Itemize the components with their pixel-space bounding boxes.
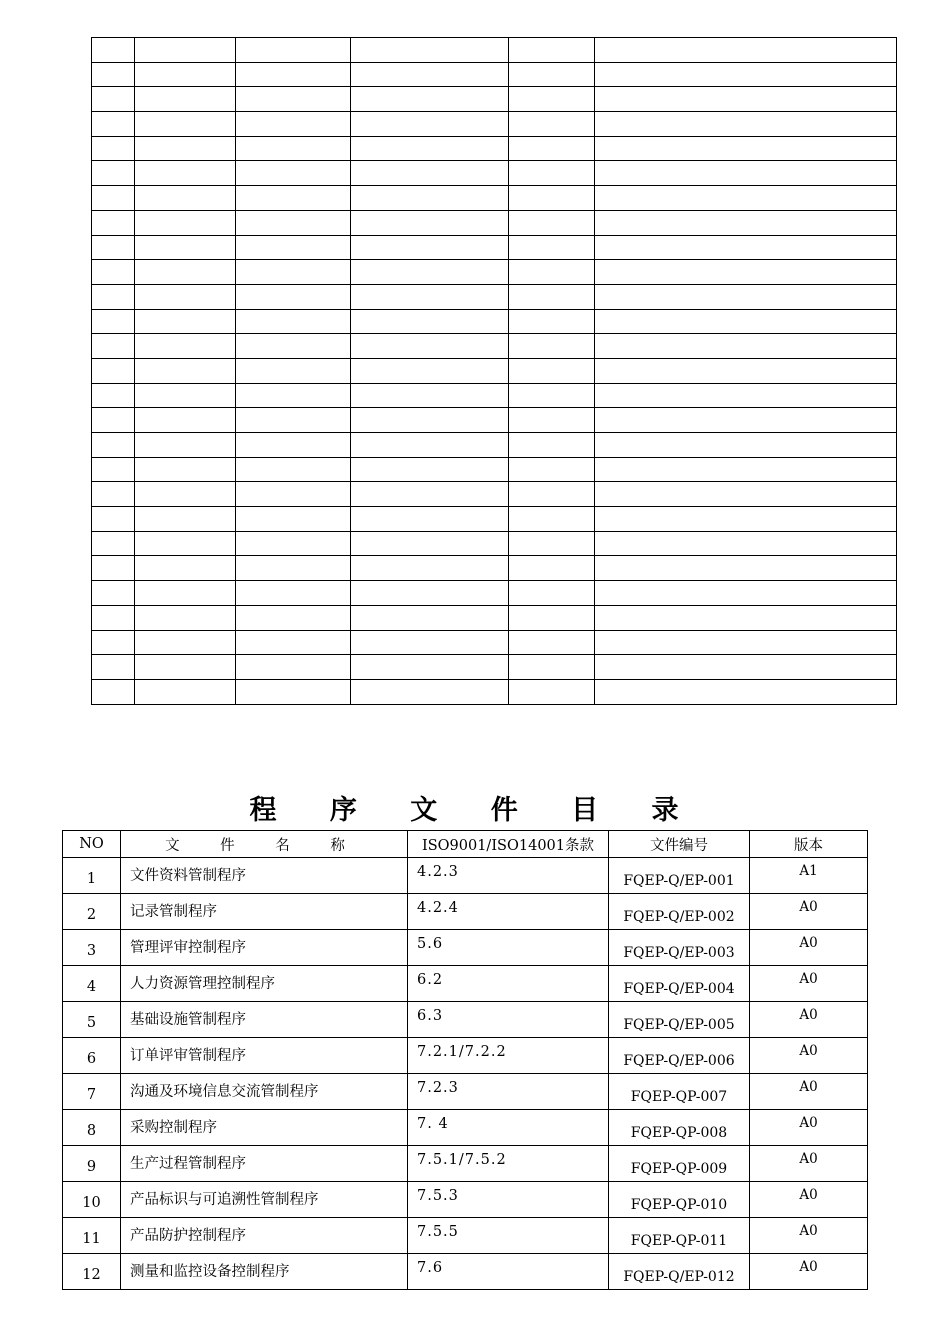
document-code: FQEP-Q/EP-003 — [609, 930, 750, 966]
table-row — [63, 930, 868, 966]
blank-grid-cell — [236, 531, 351, 556]
document-version: A0 — [750, 1074, 868, 1110]
blank-grid-cell — [595, 235, 897, 260]
table-row — [63, 1110, 868, 1146]
blank-grid-cell — [351, 358, 509, 383]
blank-grid-cell — [509, 556, 595, 581]
blank-grid-row — [92, 284, 897, 309]
document-version: A0 — [750, 966, 868, 1002]
blank-grid-cell — [236, 605, 351, 630]
blank-grid-cell — [351, 457, 509, 482]
blank-grid-row — [92, 161, 897, 186]
document-code: FQEP-QP-007 — [609, 1074, 750, 1110]
blank-grid-cell — [92, 507, 135, 532]
blank-grid-cell — [92, 161, 135, 186]
document-name: 人力资源管理控制程序 — [121, 966, 408, 1002]
blank-grid-cell — [135, 62, 236, 87]
blank-grid-cell — [135, 161, 236, 186]
row-number: 3 — [63, 930, 121, 966]
document-code: FQEP-QP-009 — [609, 1146, 750, 1182]
blank-grid-cell — [595, 408, 897, 433]
blank-grid-cell — [595, 556, 897, 581]
blank-grid-cell — [92, 358, 135, 383]
blank-grid-cell — [236, 284, 351, 309]
blank-grid-cell — [135, 556, 236, 581]
blank-grid-cell — [509, 507, 595, 532]
blank-grid-cell — [509, 38, 595, 63]
blank-grid-cell — [135, 38, 236, 63]
document-version: A1 — [750, 858, 868, 894]
clause-ref: 7.6 — [408, 1254, 609, 1290]
document-version: A0 — [750, 1254, 868, 1290]
blank-grid-cell — [92, 334, 135, 359]
blank-grid-cell — [92, 581, 135, 606]
document-name: 生产过程管制程序 — [121, 1146, 408, 1182]
directory-body — [63, 858, 868, 1290]
blank-grid-cell — [92, 186, 135, 211]
header-version: 版本 — [750, 831, 868, 858]
clause-ref: 7.2.3 — [408, 1074, 609, 1110]
document-code: FQEP-Q/EP-012 — [609, 1254, 750, 1290]
blank-grid-cell — [351, 383, 509, 408]
blank-grid-cell — [135, 260, 236, 285]
table-row — [63, 1074, 868, 1110]
table-row — [63, 1146, 868, 1182]
blank-grid-cell — [351, 531, 509, 556]
blank-grid-cell — [92, 38, 135, 63]
blank-grid-cell — [509, 161, 595, 186]
blank-grid-cell — [595, 309, 897, 334]
blank-grid-cell — [92, 679, 135, 704]
table-header-row — [63, 831, 868, 858]
blank-grid-row — [92, 531, 897, 556]
blank-grid-cell — [135, 531, 236, 556]
blank-grid-cell — [509, 679, 595, 704]
blank-grid-cell — [595, 334, 897, 359]
row-number: 11 — [63, 1218, 121, 1254]
blank-grid-cell — [92, 457, 135, 482]
row-number: 9 — [63, 1146, 121, 1182]
document-version: A0 — [750, 1146, 868, 1182]
blank-grid-cell — [595, 112, 897, 137]
blank-grid-cell — [351, 62, 509, 87]
blank-grid-cell — [351, 186, 509, 211]
blank-grid-cell — [351, 556, 509, 581]
document-code: FQEP-Q/EP-001 — [609, 858, 750, 894]
blank-grid-cell — [595, 62, 897, 87]
blank-grid-cell — [135, 186, 236, 211]
blank-grid-row — [92, 260, 897, 285]
blank-grid-cell — [92, 556, 135, 581]
document-version: A0 — [750, 1038, 868, 1074]
clause-ref: 7.5.3 — [408, 1182, 609, 1218]
row-number: 10 — [63, 1182, 121, 1218]
clause-ref: 7.5.5 — [408, 1218, 609, 1254]
blank-grid-cell — [236, 112, 351, 137]
blank-grid-cell — [236, 630, 351, 655]
blank-grid-cell — [92, 309, 135, 334]
blank-grid-cell — [595, 136, 897, 161]
blank-grid-row — [92, 87, 897, 112]
document-name: 产品防护控制程序 — [121, 1218, 408, 1254]
blank-grid-cell — [135, 235, 236, 260]
blank-grid-row — [92, 334, 897, 359]
document-version: A0 — [750, 1002, 868, 1038]
blank-grid-cell — [351, 679, 509, 704]
document-name: 记录管制程序 — [121, 894, 408, 930]
blank-grid-cell — [595, 186, 897, 211]
blank-grid-cell — [509, 136, 595, 161]
blank-grid-cell — [135, 358, 236, 383]
blank-grid-cell — [135, 284, 236, 309]
clause-ref: 7.2.1/7.2.2 — [408, 1038, 609, 1074]
blank-grid-cell — [509, 87, 595, 112]
header-no: NO — [63, 831, 121, 858]
document-name: 采购控制程序 — [121, 1110, 408, 1146]
clause-ref: 6.3 — [408, 1002, 609, 1038]
blank-grid-cell — [236, 186, 351, 211]
blank-grid-cell — [92, 433, 135, 458]
blank-grid-row — [92, 62, 897, 87]
document-name: 测量和监控设备控制程序 — [121, 1254, 408, 1290]
table-row — [63, 1002, 868, 1038]
blank-grid-cell — [351, 235, 509, 260]
blank-grid-cell — [135, 679, 236, 704]
blank-grid-cell — [595, 161, 897, 186]
row-number: 7 — [63, 1074, 121, 1110]
clause-ref: 5.6 — [408, 930, 609, 966]
row-number: 1 — [63, 858, 121, 894]
blank-grid-cell — [92, 62, 135, 87]
blank-grid-cell — [351, 260, 509, 285]
blank-grid-cell — [351, 161, 509, 186]
page-title: 程 序 文 件 目 录 — [249, 795, 701, 826]
blank-grid-cell — [509, 605, 595, 630]
blank-grid-cell — [595, 433, 897, 458]
blank-grid-cell — [236, 87, 351, 112]
blank-grid-row — [92, 581, 897, 606]
table-row — [63, 858, 868, 894]
blank-grid-cell — [135, 383, 236, 408]
blank-grid-cell — [595, 38, 897, 63]
blank-grid-row — [92, 507, 897, 532]
blank-grid-cell — [236, 210, 351, 235]
blank-grid-cell — [351, 136, 509, 161]
blank-grid-cell — [92, 112, 135, 137]
blank-grid-cell — [135, 482, 236, 507]
clause-ref: 7.5.1/7.5.2 — [408, 1146, 609, 1182]
document-version: A0 — [750, 930, 868, 966]
blank-grid-cell — [595, 284, 897, 309]
header-name — [121, 831, 408, 858]
header-name-label: 文 件 名 称 — [165, 837, 363, 854]
table-row — [63, 1218, 868, 1254]
blank-grid-table — [91, 37, 897, 705]
blank-grid-cell — [135, 655, 236, 680]
document-name: 文件资料管制程序 — [121, 858, 408, 894]
blank-grid-row — [92, 655, 897, 680]
blank-grid-cell — [509, 408, 595, 433]
document-name: 基础设施管制程序 — [121, 1002, 408, 1038]
blank-grid-cell — [595, 358, 897, 383]
blank-grid-cell — [92, 482, 135, 507]
blank-grid-cell — [351, 112, 509, 137]
blank-grid-cell — [509, 260, 595, 285]
blank-grid-row — [92, 309, 897, 334]
row-number: 12 — [63, 1254, 121, 1290]
blank-grid-cell — [135, 507, 236, 532]
blank-grid-cell — [509, 112, 595, 137]
procedure-directory-table — [62, 830, 868, 1290]
blank-grid-cell — [236, 161, 351, 186]
blank-grid-row — [92, 383, 897, 408]
blank-grid-cell — [92, 605, 135, 630]
blank-grid-row — [92, 408, 897, 433]
blank-grid-cell — [92, 284, 135, 309]
blank-grid-row — [92, 457, 897, 482]
blank-grid-cell — [92, 630, 135, 655]
blank-grid-cell — [351, 210, 509, 235]
blank-grid-cell — [135, 581, 236, 606]
blank-grid-cell — [236, 679, 351, 704]
blank-grid-cell — [92, 531, 135, 556]
blank-grid-cell — [595, 457, 897, 482]
blank-grid-row — [92, 679, 897, 704]
row-number: 6 — [63, 1038, 121, 1074]
blank-grid-cell — [135, 408, 236, 433]
blank-grid-cell — [236, 358, 351, 383]
blank-grid-cell — [351, 38, 509, 63]
blank-grid-cell — [236, 383, 351, 408]
blank-grid-row — [92, 112, 897, 137]
document-code: FQEP-QP-011 — [609, 1218, 750, 1254]
blank-grid-cell — [236, 309, 351, 334]
blank-grid-cell — [509, 186, 595, 211]
blank-grid-row — [92, 186, 897, 211]
row-number: 4 — [63, 966, 121, 1002]
blank-grid-cell — [135, 210, 236, 235]
blank-grid-cell — [351, 408, 509, 433]
blank-grid-cell — [351, 482, 509, 507]
blank-grid-cell — [135, 112, 236, 137]
document-code: FQEP-QP-008 — [609, 1110, 750, 1146]
blank-grid-cell — [92, 383, 135, 408]
blank-grid-cell — [509, 531, 595, 556]
blank-grid-cell — [92, 235, 135, 260]
blank-grid-cell — [351, 334, 509, 359]
blank-grid-row — [92, 605, 897, 630]
blank-grid-cell — [236, 62, 351, 87]
blank-grid-cell — [509, 655, 595, 680]
blank-grid-cell — [236, 260, 351, 285]
document-code: FQEP-Q/EP-002 — [609, 894, 750, 930]
blank-grid-cell — [135, 87, 236, 112]
blank-grid-cell — [135, 334, 236, 359]
table-row — [63, 894, 868, 930]
document-name: 沟通及环境信息交流管制程序 — [121, 1074, 408, 1110]
blank-grid-cell — [236, 655, 351, 680]
table-row — [63, 1182, 868, 1218]
blank-grid-cell — [236, 235, 351, 260]
blank-grid-cell — [236, 507, 351, 532]
blank-grid-cell — [595, 482, 897, 507]
blank-grid-cell — [595, 679, 897, 704]
document-version: A0 — [750, 894, 868, 930]
blank-grid-cell — [351, 507, 509, 532]
blank-grid-cell — [135, 605, 236, 630]
document-code: FQEP-Q/EP-004 — [609, 966, 750, 1002]
blank-grid-cell — [236, 457, 351, 482]
blank-grid-row — [92, 482, 897, 507]
blank-grid-cell — [595, 531, 897, 556]
blank-grid-body — [92, 38, 897, 705]
blank-grid-cell — [595, 383, 897, 408]
blank-grid-cell — [92, 408, 135, 433]
document-name: 管理评审控制程序 — [121, 930, 408, 966]
row-number: 2 — [63, 894, 121, 930]
blank-grid-cell — [92, 136, 135, 161]
blank-grid-cell — [135, 630, 236, 655]
header-code: 文件编号 — [609, 831, 750, 858]
blank-grid-cell — [595, 260, 897, 285]
blank-grid-cell — [351, 581, 509, 606]
row-number: 8 — [63, 1110, 121, 1146]
blank-grid-cell — [236, 482, 351, 507]
document-code: FQEP-Q/EP-005 — [609, 1002, 750, 1038]
blank-grid-cell — [135, 457, 236, 482]
blank-grid-cell — [351, 87, 509, 112]
blank-grid-cell — [509, 581, 595, 606]
clause-ref: 7. 4 — [408, 1110, 609, 1146]
clause-ref: 4.2.3 — [408, 858, 609, 894]
blank-grid-cell — [92, 210, 135, 235]
blank-grid-row — [92, 630, 897, 655]
document-version: A0 — [750, 1218, 868, 1254]
blank-grid-cell — [135, 309, 236, 334]
blank-grid-cell — [509, 358, 595, 383]
clause-ref: 6.2 — [408, 966, 609, 1002]
blank-grid-cell — [351, 284, 509, 309]
blank-grid-cell — [351, 655, 509, 680]
blank-grid-cell — [351, 605, 509, 630]
blank-grid-cell — [92, 655, 135, 680]
document-version: A0 — [750, 1110, 868, 1146]
blank-grid-row — [92, 433, 897, 458]
blank-grid-cell — [509, 482, 595, 507]
blank-grid-cell — [135, 136, 236, 161]
blank-grid-cell — [351, 433, 509, 458]
row-number: 5 — [63, 1002, 121, 1038]
blank-grid-cell — [509, 433, 595, 458]
document-code: FQEP-Q/EP-006 — [609, 1038, 750, 1074]
blank-grid-cell — [92, 87, 135, 112]
blank-grid-cell — [595, 210, 897, 235]
blank-grid-cell — [595, 507, 897, 532]
blank-grid-row — [92, 210, 897, 235]
blank-grid-cell — [509, 62, 595, 87]
blank-grid-cell — [509, 457, 595, 482]
table-row — [63, 1254, 868, 1290]
blank-grid-cell — [509, 309, 595, 334]
document-name: 产品标识与可追溯性管制程序 — [121, 1182, 408, 1218]
blank-grid-row — [92, 556, 897, 581]
table-row — [63, 1038, 868, 1074]
blank-grid-cell — [595, 581, 897, 606]
blank-grid-cell — [509, 334, 595, 359]
blank-grid-cell — [135, 433, 236, 458]
blank-grid-cell — [351, 309, 509, 334]
blank-grid-cell — [236, 433, 351, 458]
blank-grid-cell — [236, 556, 351, 581]
clause-ref: 4.2.4 — [408, 894, 609, 930]
blank-grid-cell — [595, 655, 897, 680]
blank-grid-row — [92, 38, 897, 63]
blank-grid-cell — [236, 334, 351, 359]
document-code: FQEP-QP-010 — [609, 1182, 750, 1218]
blank-grid-cell — [509, 284, 595, 309]
blank-grid-cell — [92, 260, 135, 285]
blank-grid-cell — [236, 581, 351, 606]
blank-grid-cell — [509, 630, 595, 655]
blank-grid-cell — [236, 136, 351, 161]
blank-grid-cell — [595, 605, 897, 630]
header-clause: ISO9001/ISO14001条款 — [408, 831, 609, 858]
blank-grid-cell — [236, 408, 351, 433]
table-row — [63, 966, 868, 1002]
blank-grid-cell — [509, 210, 595, 235]
blank-grid-cell — [509, 235, 595, 260]
blank-grid-cell — [595, 630, 897, 655]
blank-grid-cell — [351, 630, 509, 655]
blank-grid-row — [92, 358, 897, 383]
document-name: 订单评审管制程序 — [121, 1038, 408, 1074]
blank-grid-row — [92, 235, 897, 260]
blank-grid-row — [92, 136, 897, 161]
blank-grid-cell — [236, 38, 351, 63]
blank-grid-cell — [509, 383, 595, 408]
document-version: A0 — [750, 1182, 868, 1218]
blank-grid-cell — [595, 87, 897, 112]
